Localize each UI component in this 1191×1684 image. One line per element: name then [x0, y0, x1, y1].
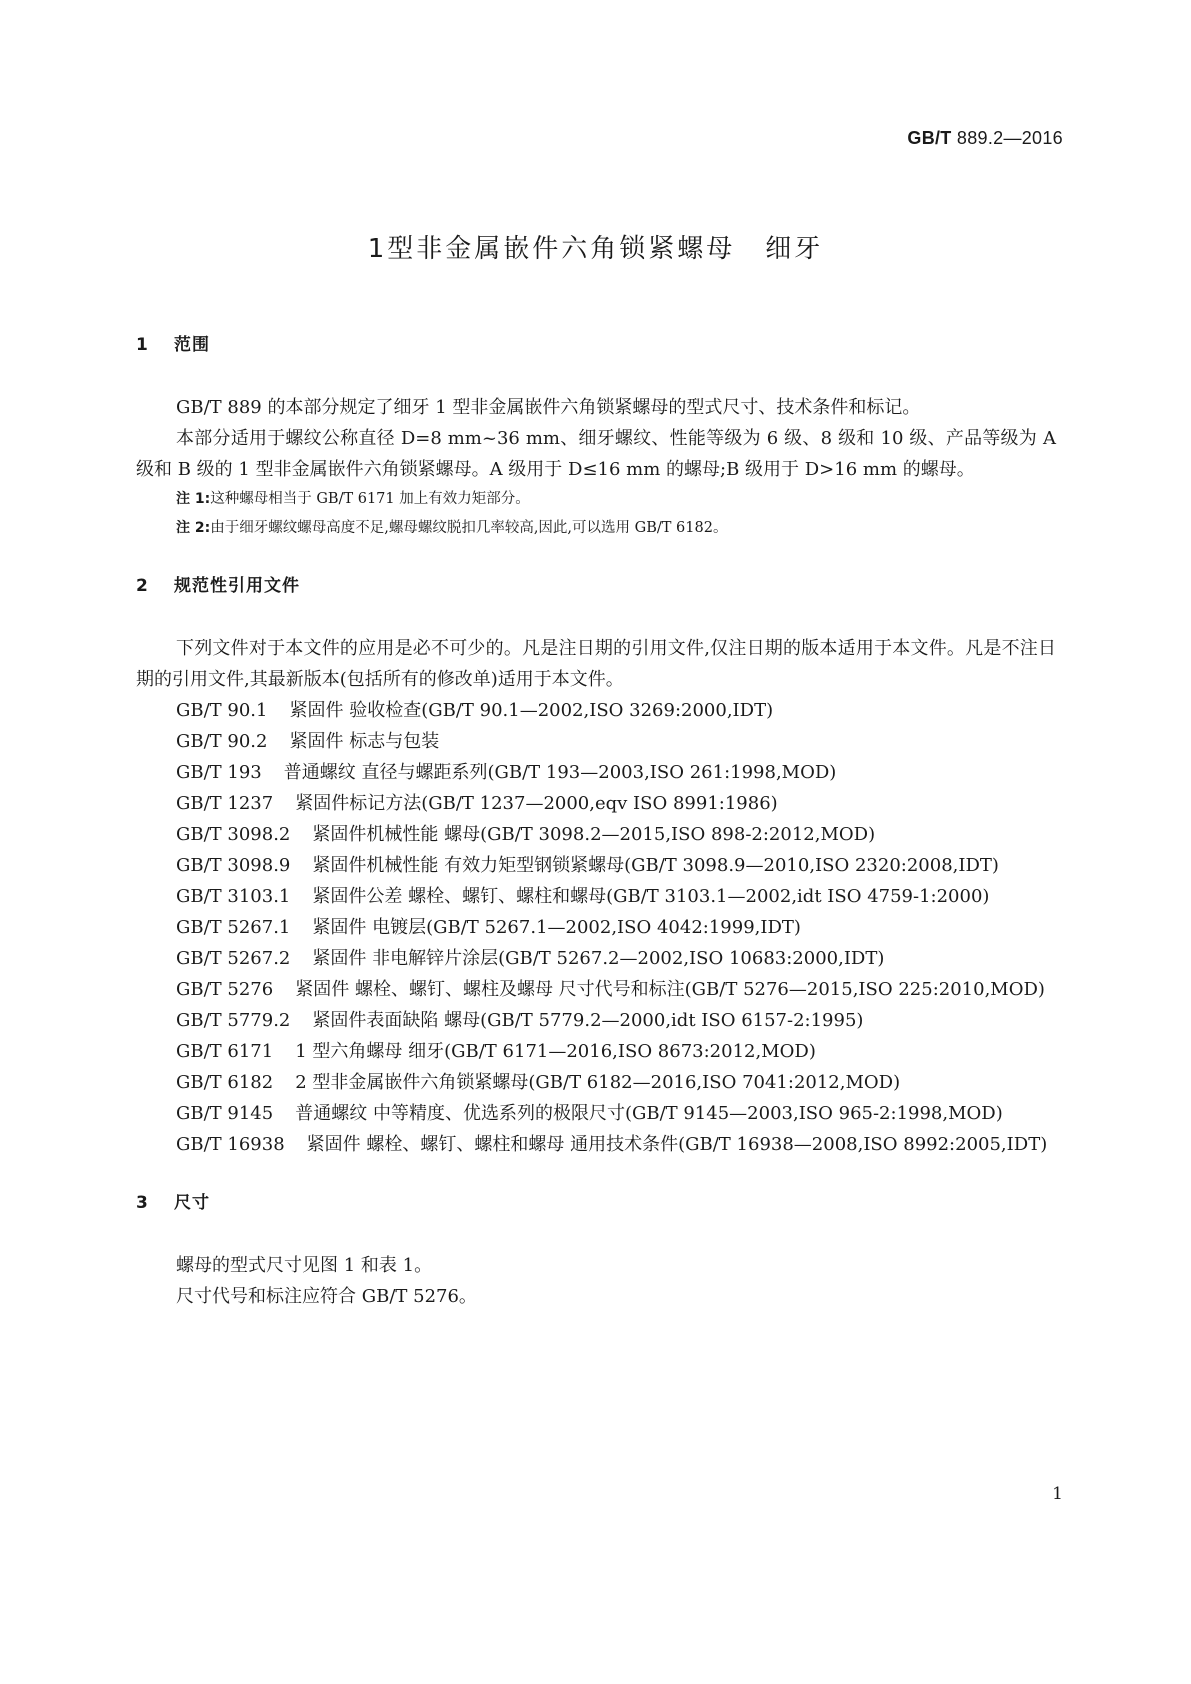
standard-code-number: 889.2—2016	[956, 128, 1063, 148]
paragraph: 下列文件对于本文件的应用是必不可少的。凡是注日期的引用文件,仅注日期的版本适用于本文件。凡是不注日期的引用文件,其最新版本(包括所有的修改单)适用于本文件。	[136, 638, 1056, 690]
reference-code: GB/T 6182	[176, 1072, 274, 1093]
paragraph: 螺母的型式尺寸见图 1 和表 1。	[176, 1255, 433, 1276]
reference-code: GB/T 193	[176, 762, 262, 783]
reference-code: GB/T 3098.2	[176, 824, 291, 845]
reference-code: GB/T 90.1	[176, 700, 268, 721]
note-label: 注 2:	[176, 520, 211, 536]
reference-item	[136, 695, 1056, 726]
section-heading-normative-references	[136, 571, 1056, 602]
note-label: 注 1:	[176, 491, 211, 507]
reference-item	[136, 757, 1056, 788]
reference-item	[136, 1129, 1056, 1160]
reference-title: 普通螺纹 中等精度、优选系列的极限尺寸(GB/T 9145—2003,ISO 965-2:1998,MOD)	[295, 1103, 1003, 1124]
reference-code: GB/T 5779.2	[176, 1010, 291, 1031]
paragraph: 本部分适用于螺纹公称直径 D=8 mm~36 mm、细牙螺纹、性能等级为 6 级、8 级和 10 级、产品等级为 A 级和 B 级的 1 型非金属嵌件六角锁紧螺母。A 级用于 D≤16 mm 的螺母;B 级用于 D>16 mm 的螺母。	[136, 428, 1056, 480]
reference-title: 紧固件表面缺陷 螺母(GB/T 5779.2—2000,idt ISO 6157-2:1995)	[312, 1010, 864, 1031]
document-body	[136, 330, 1056, 1312]
section-number: 1	[136, 335, 149, 355]
section-title: 尺寸	[174, 1193, 210, 1213]
reference-title: 紧固件 非电解锌片涂层(GB/T 5267.2—2002,ISO 10683:2000,IDT)	[312, 948, 885, 969]
reference-item	[136, 912, 1056, 943]
reference-item	[136, 819, 1056, 850]
reference-item	[136, 850, 1056, 881]
reference-title: 紧固件 螺栓、螺钉、螺柱和螺母 通用技术条件(GB/T 16938—2008,ISO 8992:2005,IDT)	[306, 1134, 1048, 1155]
reference-title: 紧固件公差 螺栓、螺钉、螺柱和螺母(GB/T 3103.1—2002,idt ISO 4759-1:2000)	[312, 886, 990, 907]
reference-code: GB/T 3103.1	[176, 886, 291, 907]
reference-code: GB/T 5267.1	[176, 917, 291, 938]
title-main: 1型非金属嵌件六角锁紧螺母	[367, 234, 736, 264]
section-heading-scope	[136, 330, 1056, 361]
reference-item	[136, 974, 1056, 1005]
page-number: 1	[1052, 1484, 1063, 1504]
reference-title: 紧固件 标志与包装	[289, 731, 440, 752]
reference-code: GB/T 90.2	[176, 731, 268, 752]
reference-title: 普通螺纹 直径与螺距系列(GB/T 193—2003,ISO 261:1998,MOD)	[283, 762, 837, 783]
document-title	[0, 228, 1191, 265]
reference-title: 紧固件标记方法(GB/T 1237—2000,eqv ISO 8991:1986)	[295, 793, 778, 814]
reference-code: GB/T 5267.2	[176, 948, 291, 969]
section-number: 3	[136, 1193, 149, 1213]
note-text: 由于细牙螺纹螺母高度不足,螺母螺纹脱扣几率较高,因此,可以选用 GB/T 6182。	[210, 520, 728, 536]
reference-item	[136, 788, 1056, 819]
reference-title: 紧固件机械性能 有效力矩型钢锁紧螺母(GB/T 3098.9—2010,ISO 2320:2008,IDT)	[312, 855, 999, 876]
reference-item	[136, 1005, 1056, 1036]
note-item	[136, 514, 1056, 543]
reference-title: 紧固件机械性能 螺母(GB/T 3098.2—2015,ISO 898-2:2012,MOD)	[312, 824, 876, 845]
reference-code: GB/T 6171	[176, 1041, 274, 1062]
reference-item	[136, 726, 1056, 757]
reference-item	[136, 943, 1056, 974]
reference-item	[136, 1098, 1056, 1129]
reference-title: 紧固件 验收检查(GB/T 90.1—2002,ISO 3269:2000,IDT)	[289, 700, 774, 721]
reference-code: GB/T 9145	[176, 1103, 274, 1124]
standard-code-prefix: GB/T	[907, 128, 952, 148]
note-text: 这种螺母相当于 GB/T 6171 加上有效力矩部分。	[210, 491, 530, 507]
reference-item	[136, 1067, 1056, 1098]
reference-code: GB/T 5276	[176, 979, 274, 1000]
reference-title: 2 型非金属嵌件六角锁紧螺母(GB/T 6182—2016,ISO 7041:2012,MOD)	[295, 1072, 901, 1093]
reference-code: GB/T 1237	[176, 793, 274, 814]
reference-code: GB/T 3098.9	[176, 855, 291, 876]
note-item	[136, 485, 1056, 514]
paragraph: 尺寸代号和标注应符合 GB/T 5276。	[176, 1286, 477, 1307]
reference-code: GB/T 16938	[176, 1134, 285, 1155]
title-suffix: 细牙	[765, 234, 824, 264]
reference-title: 紧固件 电镀层(GB/T 5267.1—2002,ISO 4042:1999,IDT)	[312, 917, 801, 938]
reference-item	[136, 1036, 1056, 1067]
section-number: 2	[136, 576, 149, 596]
section-title: 规范性引用文件	[174, 576, 300, 596]
reference-title: 紧固件 螺栓、螺钉、螺柱及螺母 尺寸代号和标注(GB/T 5276—2015,ISO 225:2010,MOD)	[295, 979, 1045, 1000]
paragraph: GB/T 889 的本部分规定了细牙 1 型非金属嵌件六角锁紧螺母的型式尺寸、技术条件和标记。	[176, 397, 921, 418]
standard-code	[907, 128, 1063, 149]
section-title: 范围	[174, 335, 210, 355]
reference-item	[136, 881, 1056, 912]
reference-title: 1 型六角螺母 细牙(GB/T 6171—2016,ISO 8673:2012,MOD)	[295, 1041, 816, 1062]
section-heading-dimensions	[136, 1188, 1056, 1219]
